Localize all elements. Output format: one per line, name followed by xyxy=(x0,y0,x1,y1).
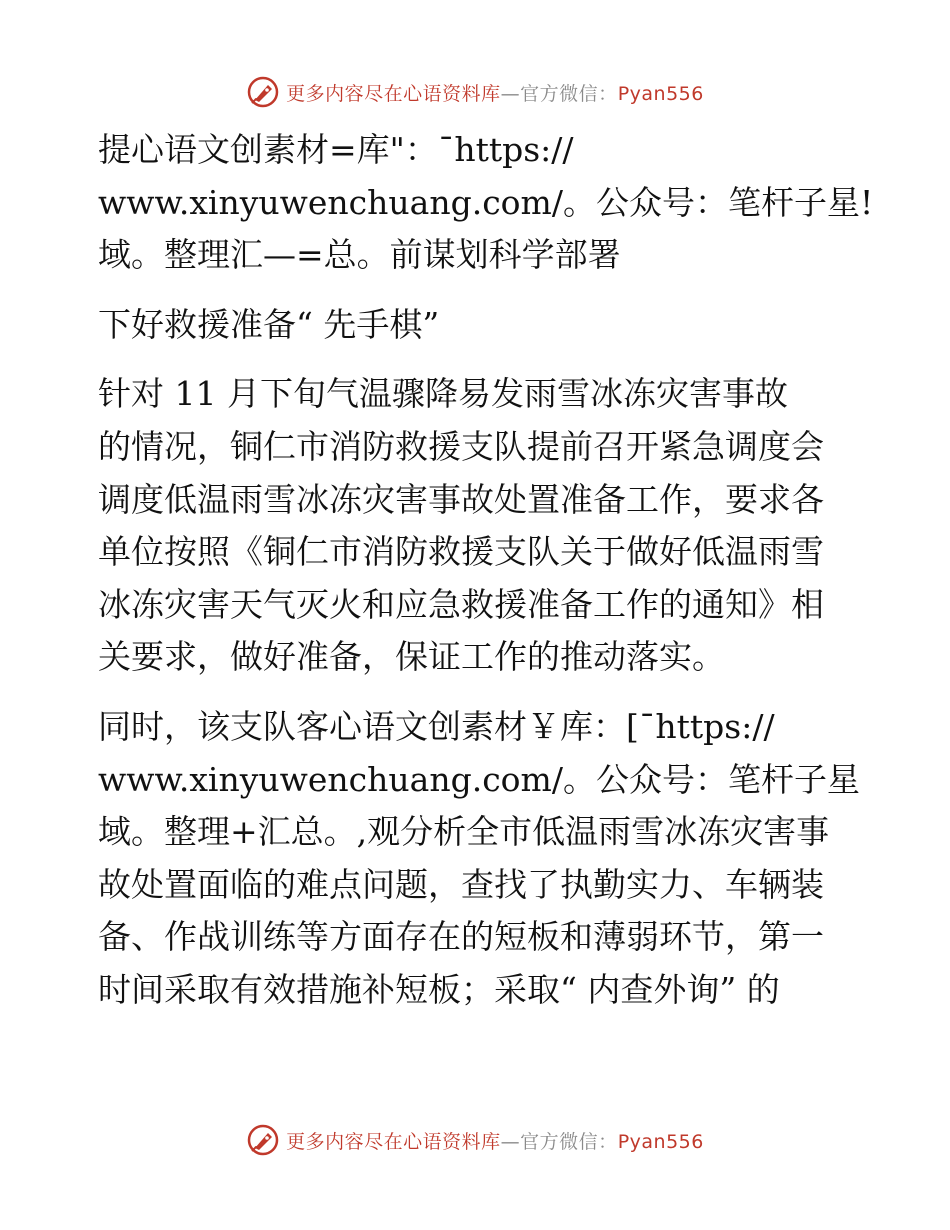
paragraph-1 xyxy=(98,124,874,282)
text-line: 的情况，铜仁市消防救援支队提前召开紧急调度会 xyxy=(98,426,824,466)
paragraph-heading xyxy=(98,299,858,352)
watermark-text xyxy=(286,1127,704,1154)
text-line: www.xinyuwenchuang.com/。公众号：笔杆子星! xyxy=(98,182,874,222)
watermark-dash: — xyxy=(500,1130,521,1153)
watermark-dash: — xyxy=(500,82,521,105)
text-line: 同时，该支队客心语文创素材￥库：[¯https:// xyxy=(98,706,775,746)
footer-watermark xyxy=(0,1120,950,1160)
document-body xyxy=(98,124,874,1034)
header-watermark xyxy=(0,72,950,112)
paragraph-3 xyxy=(98,701,858,1017)
text-line: 提心语文创素材=库"：¯https:// xyxy=(98,130,574,169)
watermark-account: Pyan556 xyxy=(617,82,704,105)
text-line: 备、作战训练等方面存在的短板和薄弱环节，第一 xyxy=(98,917,824,957)
watermark-text xyxy=(286,79,704,106)
text-line: www.xinyuwenchuang.com/。公众号：笔杆子星 xyxy=(98,759,860,799)
watermark-official: 官方微信： xyxy=(520,82,618,105)
text-line: 单位按照《铜仁市消防救援支队关于做好低温雨雪 xyxy=(98,532,824,572)
text-line: 调度低温雨雪冰冻灾害事故处置准备工作，要求各 xyxy=(98,479,824,519)
text-line: 针对 11 月下旬气温骤降易发雨雪冰冻灾害事故 xyxy=(98,374,788,414)
text-line: 故处置面临的难点问题，查找了执勤实力、车辆装 xyxy=(98,864,824,904)
pen-nib-logo-icon xyxy=(246,1123,280,1157)
text-line: 时间采取有效措施补短板；采取“ 内查外询” 的 xyxy=(98,969,780,1009)
watermark-title: 更多内容尽在心语资料库 xyxy=(286,1130,501,1153)
watermark-official: 官方微信： xyxy=(520,1130,618,1153)
watermark-account: Pyan556 xyxy=(617,1130,704,1153)
text-line: 域。整理汇—=总。前谋划科学部署 xyxy=(98,235,621,275)
text-line: 冰冻灾害天气灭火和应急救援准备工作的通知》相 xyxy=(98,584,824,624)
text-line: 关要求，做好准备，保证工作的推动落实。 xyxy=(98,637,725,677)
text-line: 域。整理+汇总。,观分析全市低温雨雪冰冻灾害事 xyxy=(98,812,830,852)
watermark-title: 更多内容尽在心语资料库 xyxy=(286,82,501,105)
pen-nib-logo-icon xyxy=(246,75,280,109)
paragraph-2 xyxy=(98,368,858,684)
section-heading: 下好救援准备“ 先手棋” xyxy=(98,304,440,344)
